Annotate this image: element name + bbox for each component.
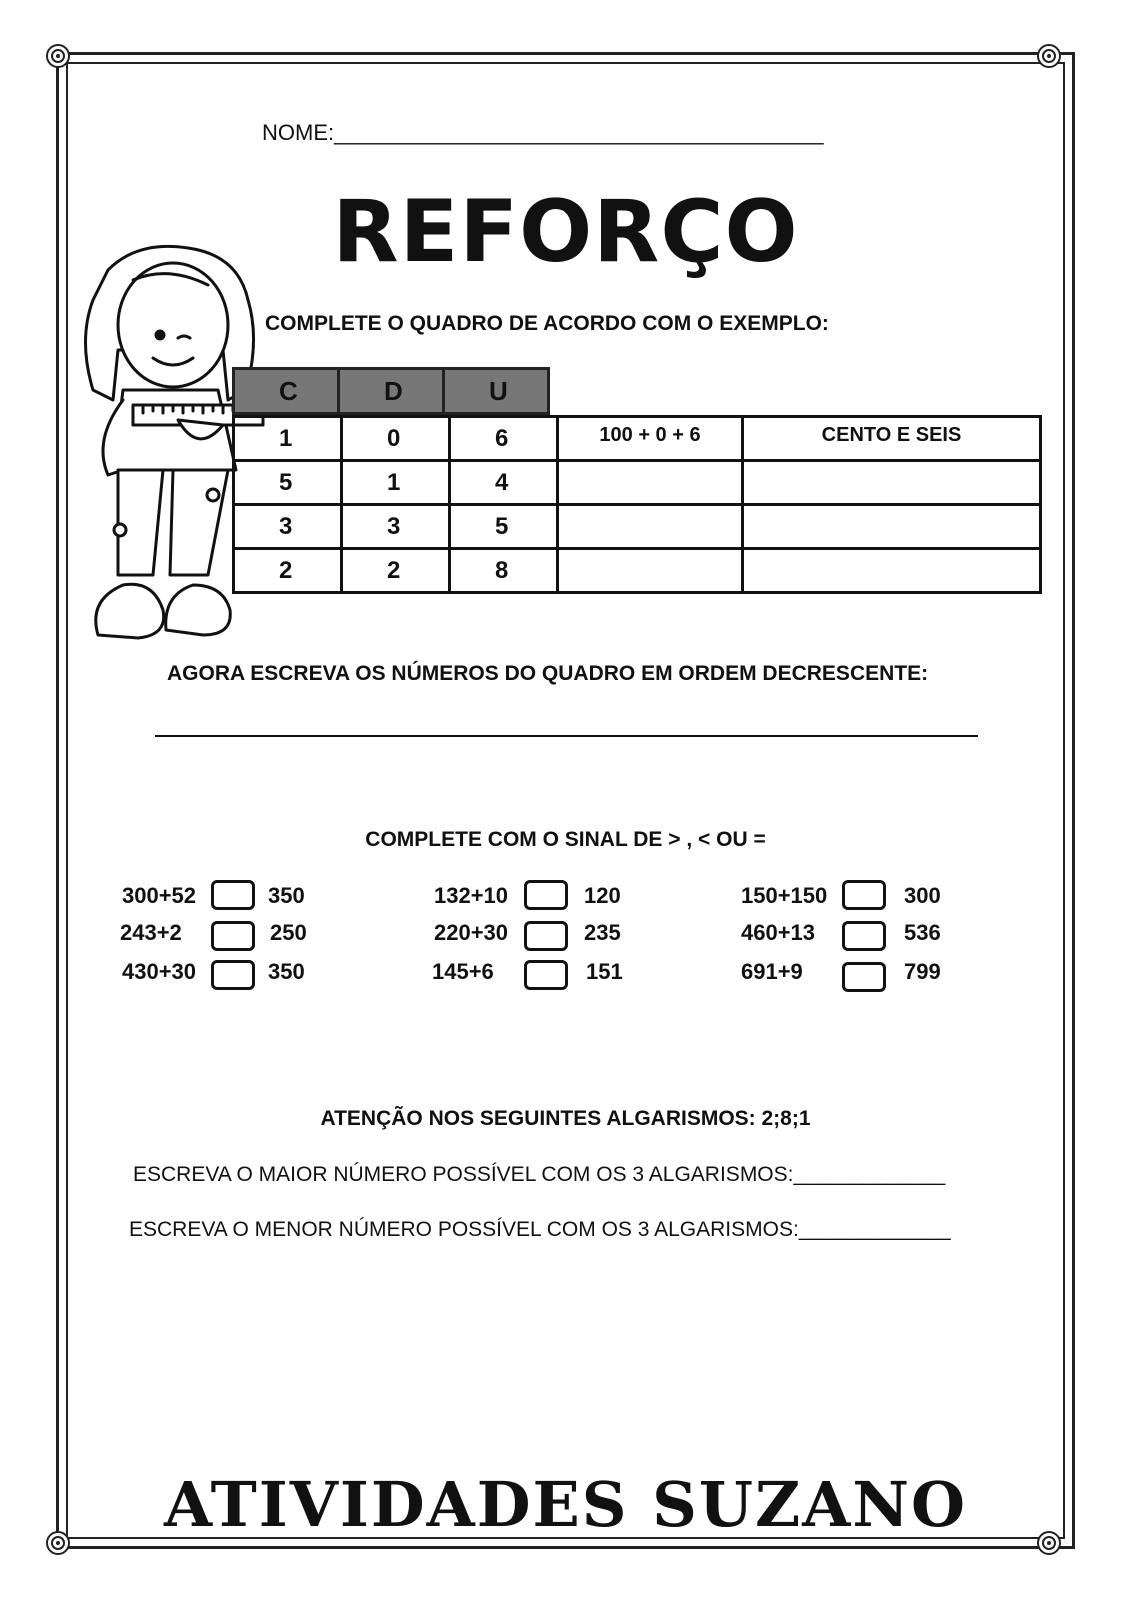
- comparison-answer-box[interactable]: [211, 921, 255, 951]
- cell-c: 1: [234, 417, 342, 461]
- cell-words[interactable]: [743, 505, 1041, 549]
- comparison-left: 150+150: [741, 883, 828, 908]
- comparison-left: 430+30: [122, 959, 197, 984]
- page-title: REFORÇO: [332, 182, 799, 282]
- column-header-d: D: [337, 367, 445, 415]
- largest-number-question[interactable]: ESCREVA O MAIOR NÚMERO POSSÍVEL COM OS 3 ALGARISMOS:_____________: [133, 1163, 946, 1186]
- name-field[interactable]: NOME:________________________________________: [262, 120, 824, 145]
- comparison-left: 691+9: [741, 959, 803, 984]
- comparison-left: 145+6: [432, 959, 494, 984]
- comparison-answer-box[interactable]: [842, 921, 886, 951]
- cell-c: 3: [234, 505, 342, 549]
- cell-c: 5: [234, 461, 342, 505]
- cell-words[interactable]: [743, 549, 1041, 593]
- cell-expanded[interactable]: [558, 505, 743, 549]
- comparison-left: 300+52: [122, 883, 197, 908]
- cell-c: 2: [234, 549, 342, 593]
- cell-u: 8: [450, 549, 558, 593]
- comparison-right: 799: [904, 959, 941, 984]
- cell-u: 6: [450, 417, 558, 461]
- table-instruction: COMPLETE O QUADRO DE ACORDO COM O EXEMPLO:: [265, 312, 829, 335]
- comparison-left: 220+30: [434, 920, 509, 945]
- cell-words[interactable]: [743, 461, 1041, 505]
- compare-instruction: COMPLETE COM O SINAL DE > , < OU =: [365, 828, 766, 851]
- comparison-right: 350: [268, 959, 305, 984]
- comparison-answer-box[interactable]: [842, 962, 886, 992]
- table-row: [234, 549, 1041, 593]
- comparison-right: 235: [584, 920, 621, 945]
- digits-instruction: ATENÇÃO NOS SEGUINTES ALGARISMOS: 2;8;1: [320, 1107, 811, 1130]
- comparison-answer-box[interactable]: [211, 960, 255, 990]
- place-value-table: [232, 415, 1042, 594]
- answer-line[interactable]: [155, 735, 978, 737]
- comparison-answer-box[interactable]: [524, 921, 568, 951]
- table-row: [234, 461, 1041, 505]
- comparison-right: 350: [268, 883, 305, 908]
- column-header-c: C: [232, 367, 340, 415]
- table-header: [232, 367, 547, 415]
- comparison-answer-box[interactable]: [524, 960, 568, 990]
- comparison-left: 460+13: [741, 920, 816, 945]
- comparison-right: 300: [904, 883, 941, 908]
- table-row: [234, 505, 1041, 549]
- footer-brand: ATIVIDADES SUZANO: [163, 1468, 968, 1541]
- cell-d: 1: [342, 461, 450, 505]
- cell-words: CENTO E SEIS: [743, 417, 1041, 461]
- comparison-answer-box[interactable]: [524, 880, 568, 910]
- comparison-left: 132+10: [434, 883, 509, 908]
- cell-expanded: 100 + 0 + 6: [558, 417, 743, 461]
- table-row: [234, 417, 1041, 461]
- comparison-answer-box[interactable]: [211, 880, 255, 910]
- cell-u: 5: [450, 505, 558, 549]
- comparison-left: 243+2: [120, 920, 182, 945]
- comparison-right: 120: [584, 883, 621, 908]
- cell-d: 3: [342, 505, 450, 549]
- cell-expanded[interactable]: [558, 461, 743, 505]
- comparison-answer-box[interactable]: [842, 880, 886, 910]
- cell-u: 4: [450, 461, 558, 505]
- comparison-right: 536: [904, 920, 941, 945]
- cell-d: 2: [342, 549, 450, 593]
- comparison-right: 151: [586, 959, 623, 984]
- comparison-right: 250: [270, 920, 307, 945]
- smallest-number-question[interactable]: ESCREVA O MENOR NÚMERO POSSÍVEL COM OS 3 ALGARISMOS:_____________: [129, 1218, 951, 1241]
- corner-ornament-icon: [45, 43, 71, 69]
- cell-d: 0: [342, 417, 450, 461]
- decreasing-order-instruction: AGORA ESCREVA OS NÚMEROS DO QUADRO EM ORDEM DECRESCENTE:: [167, 662, 929, 685]
- cell-expanded[interactable]: [558, 549, 743, 593]
- corner-ornament-icon: [1036, 43, 1062, 69]
- column-header-u: U: [442, 367, 550, 415]
